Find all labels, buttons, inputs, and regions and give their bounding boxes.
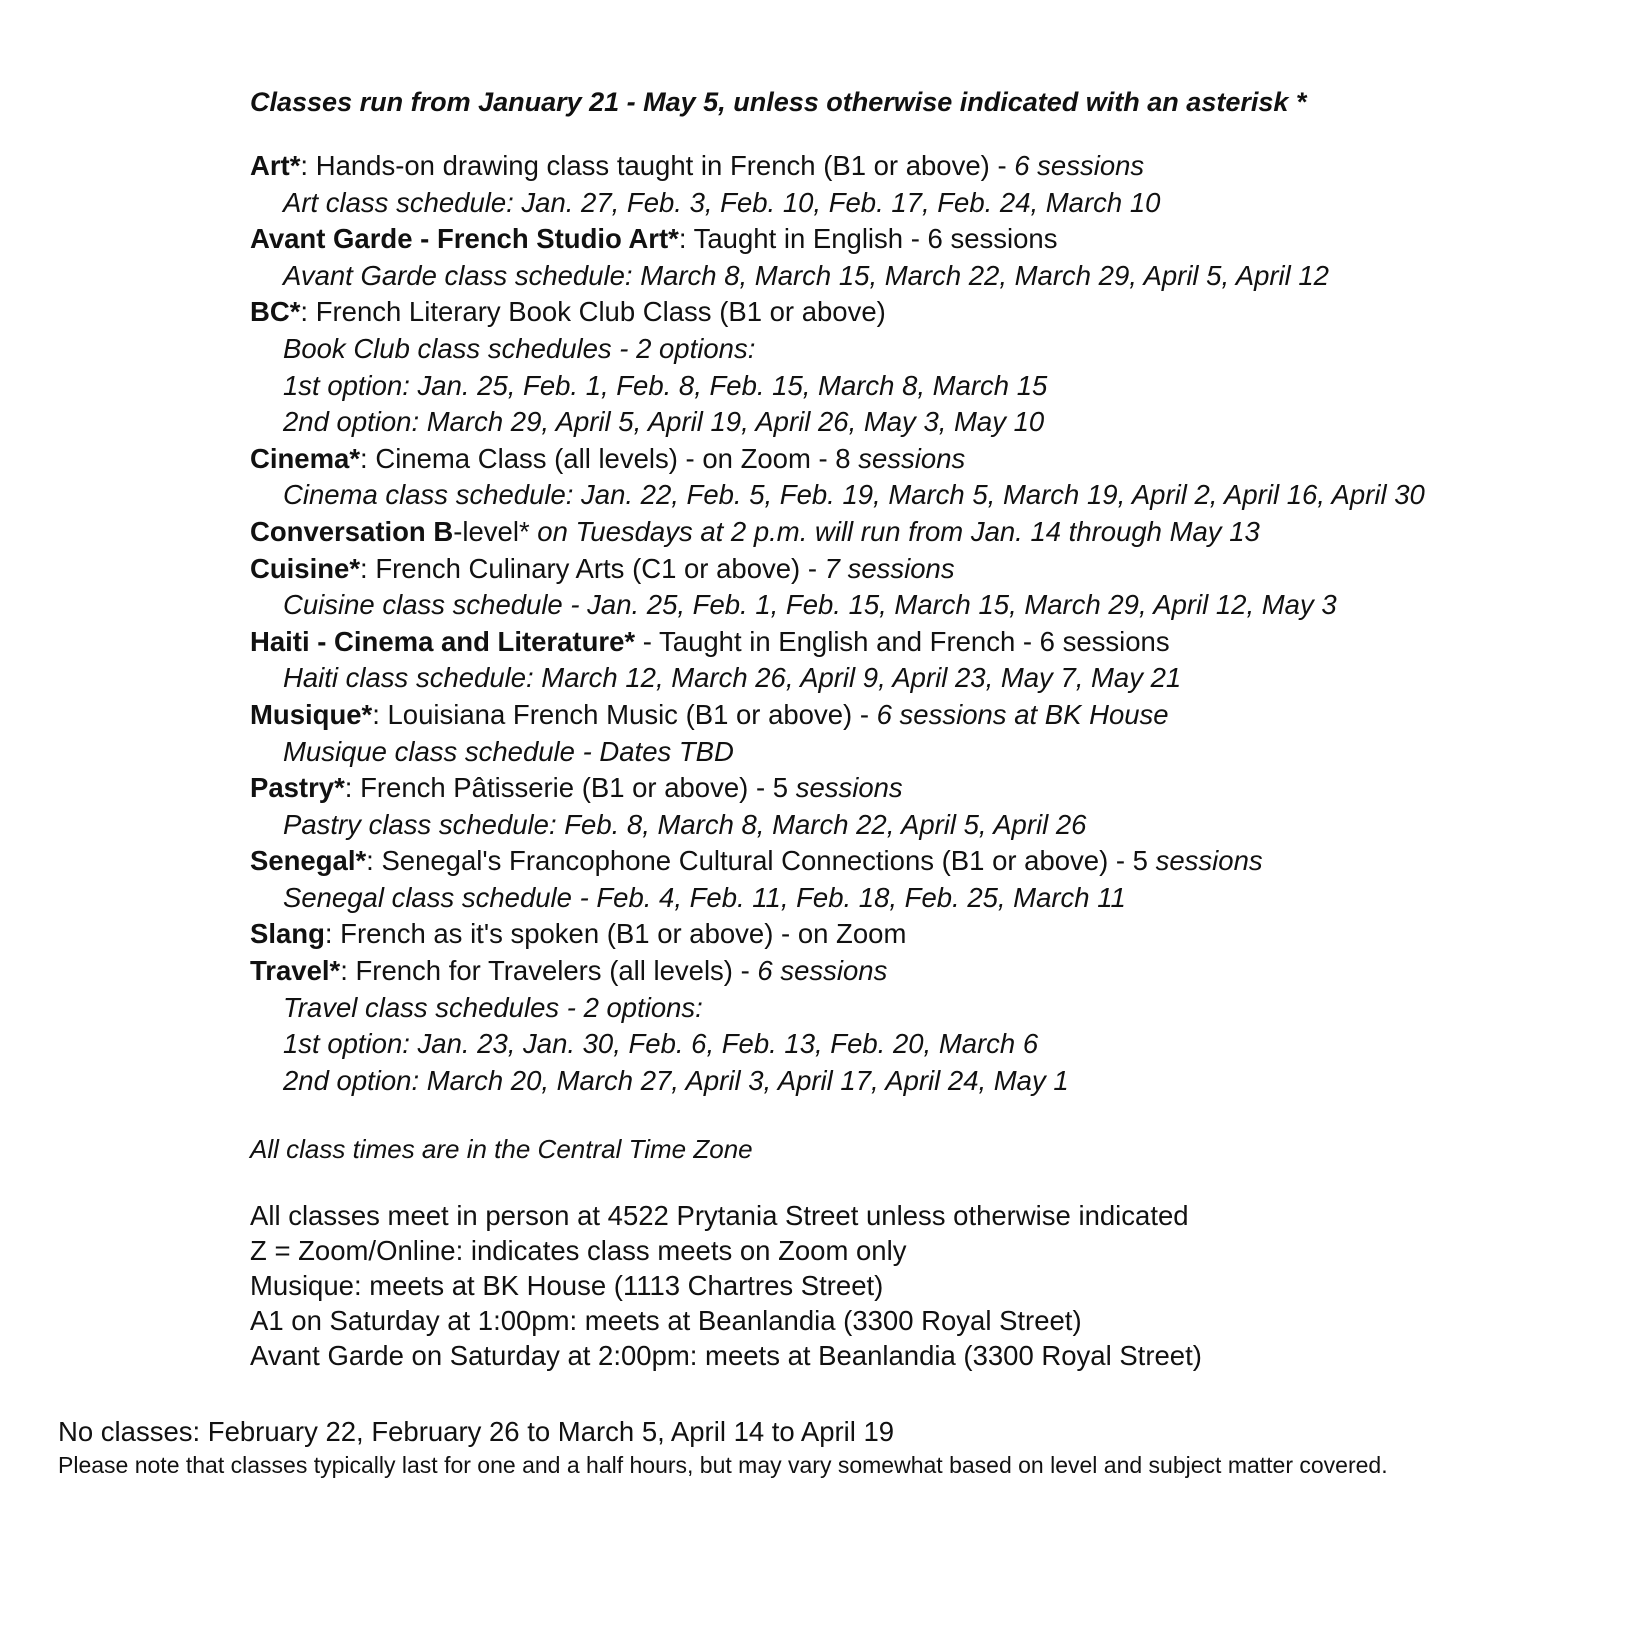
class-entry-senegal	[250, 843, 1590, 916]
class-entry-cinema	[250, 441, 1590, 514]
class-name: Pastry*	[250, 772, 345, 804]
class-list	[250, 148, 1590, 1099]
class-sessions: 7 sessions	[824, 552, 955, 584]
class-sep: :	[300, 296, 316, 328]
class-schedule: Cuisine class schedule - Jan. 25, Feb. 1, Feb. 15, March 15, March 29, April 12, May 3	[283, 589, 1337, 621]
class-name: Cinema*	[250, 442, 361, 474]
class-schedule-heading: Travel class schedules - 2 options:	[283, 991, 703, 1023]
class-sessions: sessions	[858, 442, 966, 474]
class-sep: :	[324, 918, 341, 950]
class-name: Haiti - Cinema and Literature*	[250, 625, 636, 657]
class-description: French Pâtisserie (B1 or above) - 5	[360, 772, 796, 804]
class-description: - Taught in English and French - 6 sessions	[642, 625, 1170, 657]
class-entry-haiti	[250, 624, 1590, 697]
class-schedule-heading: Book Club class schedules - 2 options:	[283, 332, 756, 364]
class-schedule: Senegal class schedule - Feb. 4, Feb. 11, Feb. 18, Feb. 25, March 11	[283, 881, 1126, 913]
class-entry-cuisine	[250, 551, 1590, 624]
class-schedule: Haiti class schedule: March 12, March 26, April 9, April 23, May 7, May 21	[283, 662, 1182, 694]
class-sessions: 6 sessions	[757, 955, 888, 987]
class-name: BC*	[250, 296, 301, 328]
class-sessions: sessions	[1155, 845, 1263, 877]
footer-notes	[58, 1414, 1618, 1480]
class-schedule-option-2: 2nd option: March 20, March 27, April 3, April 17, April 24, May 1	[283, 1064, 1069, 1096]
class-sessions: 6 sessions	[1014, 150, 1145, 181]
class-description: French Literary Book Club Class (B1 or above)	[315, 296, 886, 328]
class-sep: :	[678, 223, 694, 255]
no-classes-note: No classes: February 22, February 26 to March 5, April 14 to April 19	[58, 1416, 895, 1447]
class-entry-bc	[250, 294, 1590, 440]
class-name: Slang	[250, 918, 325, 950]
class-description: French as it's spoken (B1 or above) - on Zoom	[340, 918, 907, 950]
class-schedule: Cinema class schedule: Jan. 22, Feb. 5, Feb. 19, March 5, March 19, April 2, April 16, April 30	[283, 479, 1425, 511]
class-name: Musique*	[250, 698, 373, 730]
location-note: Z = Zoom/Online: indicates class meets on Zoom only	[250, 1235, 907, 1267]
class-name: Cuisine*	[250, 552, 361, 584]
location-notes	[250, 1199, 1590, 1373]
class-description: on Tuesdays at 2 p.m. will run from Jan. 14 through May 13	[529, 515, 1260, 547]
class-sep: :	[340, 955, 356, 987]
class-schedule: Pastry class schedule: Feb. 8, March 8, March 22, April 5, April 26	[283, 808, 1087, 840]
class-description: French for Travelers (all levels) -	[355, 955, 758, 987]
class-sep: :	[360, 552, 376, 584]
class-sep: :	[360, 442, 376, 474]
class-sep: :	[300, 150, 316, 181]
class-entry-conversation	[250, 514, 1590, 551]
class-name: Art*	[250, 150, 301, 181]
class-entry-art	[250, 148, 1590, 221]
class-sep: :	[366, 845, 382, 877]
class-sessions: sessions	[795, 772, 903, 804]
class-description: Hands-on drawing class taught in French (B1 or above) -	[315, 150, 1015, 181]
class-sep	[635, 626, 643, 657]
intro-heading: Classes run from January 21 - May 5, unless otherwise indicated with an asterisk *	[250, 87, 1307, 117]
class-name: Avant Garde - French Studio Art*	[250, 223, 679, 255]
class-schedule: Avant Garde class schedule: March 8, March 15, March 22, March 29, April 5, April 12	[283, 259, 1329, 291]
class-schedule: Musique class schedule - Dates TBD	[283, 735, 734, 767]
class-sep: :	[344, 772, 361, 804]
location-note: All classes meet in person at 4522 Prytania Street unless otherwise indicated	[250, 1200, 1189, 1232]
class-entry-travel	[250, 953, 1590, 1099]
schedule-document	[250, 80, 1590, 1373]
class-description: Cinema Class (all levels) - on Zoom - 8	[375, 442, 859, 474]
class-entry-musique	[250, 697, 1590, 770]
class-description: Louisiana French Music (B1 or above) -	[387, 698, 877, 730]
class-name: Senegal*	[250, 845, 367, 877]
location-note: Musique: meets at BK House (1113 Chartres Street)	[250, 1270, 884, 1302]
class-description: French Culinary Arts (C1 or above) -	[375, 552, 825, 584]
class-sessions: 6 sessions at BK House	[876, 698, 1169, 730]
class-schedule-option-1: 1st option: Jan. 23, Jan. 30, Feb. 6, Feb. 13, Feb. 20, March 6	[283, 1028, 1039, 1060]
class-name: Conversation B	[250, 515, 454, 547]
class-entry-slang	[250, 916, 1590, 953]
class-schedule: Art class schedule: Jan. 27, Feb. 3, Feb. 10, Feb. 17, Feb. 24, March 10	[283, 186, 1161, 218]
class-description: Taught in English - 6 sessions	[693, 223, 1058, 255]
class-name: Travel*	[250, 955, 341, 987]
class-entry-pastry	[250, 770, 1590, 843]
class-level: -level*	[453, 515, 530, 547]
timezone-note: All class times are in the Central Time Zone	[250, 1134, 753, 1165]
class-entry-avant-garde	[250, 221, 1590, 294]
class-sep: :	[372, 698, 388, 730]
location-note: Avant Garde on Saturday at 2:00pm: meets at Beanlandia (3300 Royal Street)	[250, 1339, 1202, 1371]
class-schedule-option-1: 1st option: Jan. 25, Feb. 1, Feb. 8, Feb. 15, March 8, March 15	[283, 369, 1048, 401]
class-description: Senegal's Francophone Cultural Connections (B1 or above) - 5	[381, 845, 1156, 877]
duration-note: Please note that classes typically last for one and a half hours, but may vary somewhat based on level and subject matter covered.	[58, 1452, 1388, 1478]
location-note: A1 on Saturday at 1:00pm: meets at Beanlandia (3300 Royal Street)	[250, 1304, 1082, 1336]
class-schedule-option-2: 2nd option: March 29, April 5, April 19, April 26, May 3, May 10	[283, 406, 1045, 438]
